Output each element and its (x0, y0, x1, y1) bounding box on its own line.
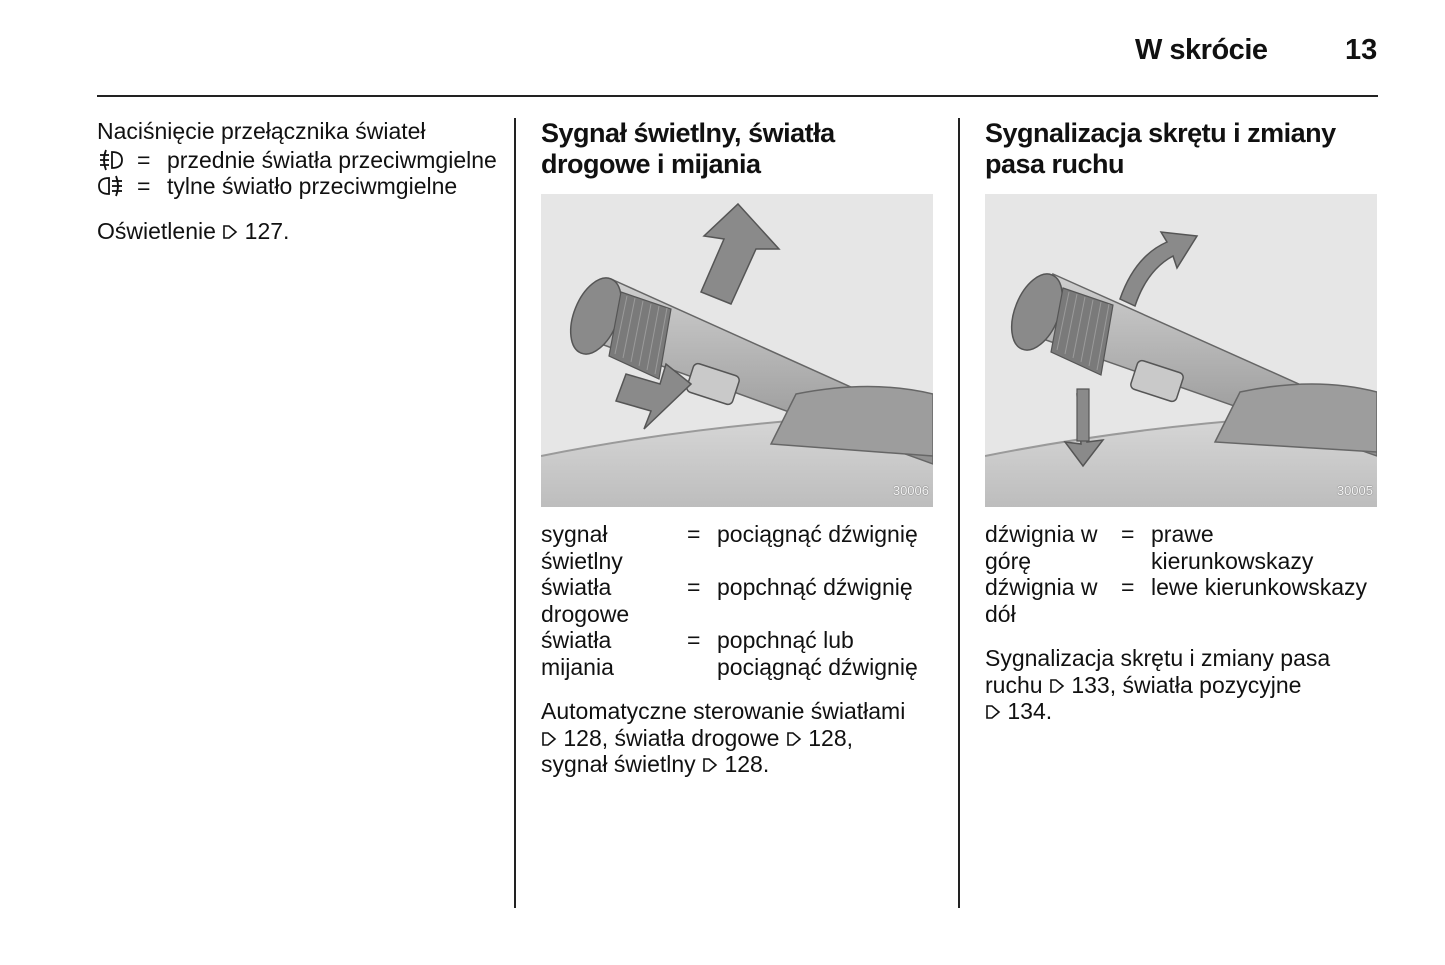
term-low-beam: światła mijania (541, 627, 614, 680)
page-reference-icon (1049, 677, 1065, 695)
desc-low-beam: popchnąć lub pociągnąć dźwignię (717, 627, 918, 680)
term-high-beam: światła drogowe (541, 574, 630, 627)
page-section-title: W skrócie (1135, 34, 1268, 66)
fog-intro-text: Naciśnięcie przełącznika świateł (97, 118, 426, 144)
ref-page-2: 134. (1007, 698, 1053, 724)
lighting-ref-page: 127. (244, 217, 290, 244)
figure-code: 30005 (1336, 482, 1373, 498)
ref-page-1: 128, światła drogowe (563, 724, 780, 751)
ref-text-1: Sygnalizacja skrętu i zmiany pasa ruchu (985, 645, 1331, 698)
eq-lever-up: = (1121, 521, 1135, 547)
section-heading-headlights: Sygnał świetlny, światła drogowe i mijania (541, 118, 835, 179)
column-turn-signals (985, 118, 1379, 725)
eq-low-beam: = (687, 627, 701, 653)
page-reference-icon (985, 703, 1001, 721)
eq-high-beam: = (687, 574, 701, 600)
page-reference-icon (222, 223, 238, 241)
section-heading-turn-signals: Sygnalizacja skrętu i zmiany pasa ruchu (985, 118, 1336, 179)
ref-page-2: 128, (808, 724, 854, 751)
page-number: 13 (1345, 34, 1378, 66)
ref-text-1: Automatyczne sterowanie światłami (541, 698, 906, 724)
column-divider-1 (514, 118, 516, 908)
eq-flash: = (687, 521, 701, 547)
page-reference-icon (702, 756, 718, 774)
lighting-ref-label: Oświetlenie (97, 217, 216, 244)
page-reference-icon (541, 730, 557, 748)
column-divider-2 (958, 118, 960, 908)
turn-signal-references[interactable] (985, 645, 1379, 725)
column-fog-lights (97, 118, 497, 244)
eq-lever-down: = (1121, 574, 1135, 600)
turn-signal-definitions (985, 521, 1379, 627)
stalk-illustration-headlights (541, 194, 933, 507)
term-lever-down: dźwignia w dół (985, 574, 1098, 627)
desc-high-beam: popchnąć dźwignię (717, 574, 913, 600)
desc-lever-up: prawe kierunkowskazy (1151, 521, 1314, 574)
fog-light-definitions (97, 147, 497, 200)
rear-fog-light-icon (97, 173, 137, 199)
header-rule (97, 95, 1378, 97)
stalk-illustration-turn-signals (985, 194, 1377, 507)
desc-flash: pociągnąć dźwignię (717, 521, 918, 547)
front-fog-text: przednie światła przeciwmgielne (167, 146, 497, 173)
lighting-reference[interactable] (97, 218, 497, 245)
front-fog-eq: = (137, 146, 151, 173)
column-headlight-flash (541, 118, 933, 778)
ref-page-3: 128. (724, 751, 770, 777)
ref-page-1: 133, światła pozycyjne (1071, 671, 1302, 698)
ref-text-2: sygnał świetlny (541, 751, 696, 777)
term-flash: sygnał świetlny (541, 521, 623, 574)
rear-fog-text: tylne światło przeciwmgielne (167, 173, 458, 199)
figure-code: 30006 (892, 482, 929, 498)
rear-fog-eq: = (137, 173, 151, 199)
term-lever-up: dźwignia w górę (985, 521, 1098, 574)
headlight-definitions (541, 521, 933, 680)
headlight-references[interactable] (541, 698, 933, 778)
front-fog-light-icon (97, 147, 137, 173)
desc-lever-down: lewe kierunkowskazy (1151, 574, 1368, 600)
page-reference-icon (786, 730, 802, 748)
